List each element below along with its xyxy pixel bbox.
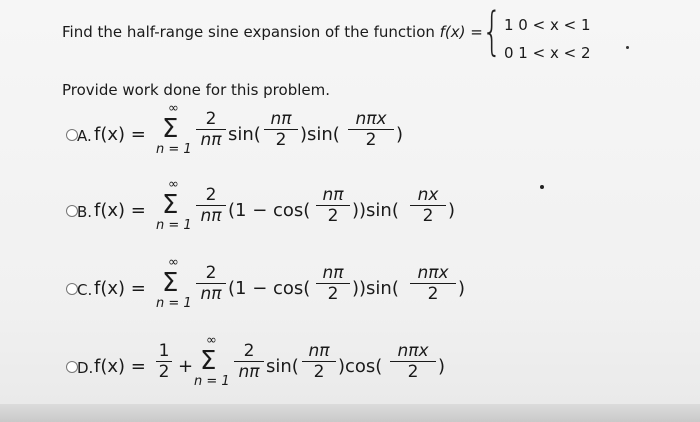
arg-2-num: nπx: [397, 341, 429, 361]
arg-1: [316, 264, 350, 303]
coefficient: [196, 186, 226, 225]
function-name: f(x) =: [439, 23, 483, 41]
coefficient: [234, 342, 264, 381]
arg-2-num: nπx: [417, 263, 449, 283]
sigma-icon: Σ: [200, 346, 217, 376]
question-text: [62, 23, 483, 41]
arg-2-den: 2: [365, 130, 377, 150]
term-3: ): [396, 124, 404, 145]
lhs: f(x) =: [94, 200, 146, 221]
option-b[interactable]: [56, 177, 676, 242]
sum-upper: ∞: [168, 101, 179, 116]
coef-num: 2: [243, 341, 255, 361]
option-letter: B.: [77, 203, 93, 221]
instruction-text: Provide work done for this problem.: [62, 81, 330, 99]
option-letter: C.: [77, 281, 93, 299]
arg-2-num: nx: [417, 185, 439, 205]
arg-1-num: nπ: [322, 185, 344, 205]
arg-1-num: nπ: [270, 109, 292, 129]
term-2: )cos(: [338, 356, 383, 377]
coef-den: nπ: [200, 284, 222, 304]
half-num: 1: [158, 341, 170, 361]
piece-row-1: 1 0 < x < 1: [504, 16, 591, 34]
term-1: (1 − cos(: [228, 278, 311, 299]
coef-num: 2: [205, 263, 217, 283]
question-prompt: Find the half-range sine expansion of the function: [62, 23, 440, 41]
arg-1: [316, 186, 350, 225]
arg-1: [302, 342, 336, 381]
arg-2: [410, 186, 446, 225]
arg-2-den: 2: [422, 206, 434, 226]
coefficient: [196, 110, 226, 149]
term-3: ): [458, 278, 466, 299]
arg-2-den: 2: [427, 284, 439, 304]
term-3: ): [438, 356, 446, 377]
arg-2: [410, 264, 456, 303]
option-d[interactable]: [56, 333, 676, 398]
sum-upper: ∞: [168, 255, 179, 270]
constant-term: [156, 342, 172, 381]
arg-1-num: nπ: [322, 263, 344, 283]
arg-1-den: 2: [275, 130, 287, 150]
arg-1-den: 2: [313, 362, 325, 382]
coef-num: 2: [205, 109, 217, 129]
sigma-icon: Σ: [162, 114, 179, 144]
option-a[interactable]: [56, 101, 676, 166]
sigma-icon: Σ: [162, 190, 179, 220]
option-letter: A.: [77, 127, 92, 145]
coef-den: nπ: [238, 362, 260, 382]
arg-1: [264, 110, 298, 149]
term-1: sin(: [228, 124, 261, 145]
coefficient: [196, 264, 226, 303]
arg-2: [348, 110, 394, 149]
term-2: ))sin(: [352, 278, 399, 299]
sum-lower: n = 1: [156, 296, 192, 311]
sum-upper: ∞: [168, 177, 179, 192]
term-1: sin(: [266, 356, 299, 377]
sum-lower: n = 1: [156, 142, 192, 157]
sigma-icon: Σ: [162, 268, 179, 298]
option-letter: D.: [77, 359, 94, 377]
sum-lower: n = 1: [156, 218, 192, 233]
coef-den: nπ: [200, 130, 222, 150]
term-3: ): [448, 200, 456, 221]
half-den: 2: [158, 362, 170, 382]
punctuation-dot: [626, 46, 629, 49]
bottom-edge: [0, 404, 700, 422]
piece-row-2: 0 1 < x < 2: [504, 44, 591, 62]
arg-2-den: 2: [407, 362, 419, 382]
lhs: f(x) =: [94, 356, 146, 377]
option-c[interactable]: [56, 255, 676, 320]
arg-1-num: nπ: [308, 341, 330, 361]
term-2: ))sin(: [352, 200, 399, 221]
lhs: f(x) =: [94, 278, 146, 299]
piecewise-definition: [482, 2, 632, 68]
sum-upper: ∞: [206, 333, 217, 348]
coef-num: 2: [205, 185, 217, 205]
lhs: f(x) =: [94, 124, 146, 145]
term-1: (1 − cos(: [228, 200, 311, 221]
plus-sign: +: [178, 356, 194, 377]
arg-2-num: nπx: [355, 109, 387, 129]
arg-2: [390, 342, 436, 381]
left-brace: {: [482, 2, 502, 62]
coef-den: nπ: [200, 206, 222, 226]
stray-dot: [540, 185, 544, 189]
sum-lower: n = 1: [194, 374, 230, 389]
term-2: )sin(: [300, 124, 340, 145]
arg-1-den: 2: [327, 206, 339, 226]
arg-1-den: 2: [327, 284, 339, 304]
